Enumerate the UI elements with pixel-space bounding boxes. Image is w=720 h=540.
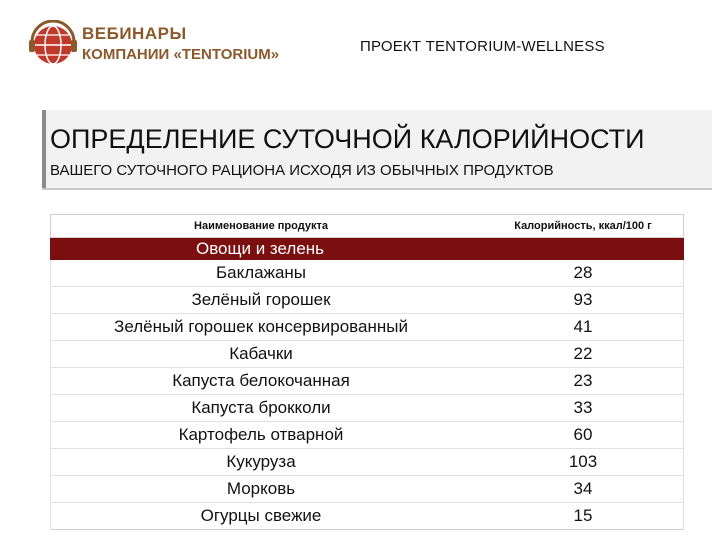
product-name: Морковь: [226, 479, 296, 498]
calorie-table: [50, 214, 684, 530]
table-row: [51, 314, 683, 341]
product-calories: 34: [573, 479, 593, 498]
product-calories: 60: [573, 425, 593, 444]
product-name: Зелёный горошек консервированный: [114, 317, 408, 336]
product-calories: 103: [568, 452, 598, 471]
logo-subtitle: КОМПАНИИ «TENTORIUM»: [82, 46, 280, 63]
product-name: Баклажаны: [215, 263, 307, 282]
table-row: [51, 422, 683, 449]
logo-title: ВЕБИНАРЫ: [82, 24, 187, 43]
table-row: [51, 476, 683, 503]
product-calories: 33: [573, 398, 593, 417]
product-calories: 93: [573, 290, 593, 309]
table-row: [51, 449, 683, 476]
column-header-name: Наименование продукта: [194, 220, 328, 232]
table-row: [51, 503, 683, 530]
product-name: Кукуруза: [226, 452, 296, 471]
table-row: [51, 395, 683, 422]
product-name: Картофель отварной: [178, 425, 344, 444]
product-name: Огурцы свежие: [200, 506, 322, 525]
table-row: [51, 260, 683, 287]
product-calories: 28: [573, 263, 593, 282]
page-subtitle: ВАШЕГО СУТОЧНОГО РАЦИОНА ИСХОДЯ ИЗ ОБЫЧНЫХ ПРОДУКТОВ: [50, 162, 554, 179]
product-calories: 22: [573, 344, 593, 363]
product-calories: 15: [573, 506, 593, 525]
product-name: Кабачки: [229, 344, 293, 363]
table-row: [51, 341, 683, 368]
group-row: [50, 238, 684, 260]
product-name: Капуста брокколи: [191, 398, 331, 417]
table-header: [50, 214, 684, 238]
table-row: [51, 368, 683, 395]
company-logo: [28, 20, 280, 72]
product-calories: 23: [573, 371, 593, 390]
table-body: [50, 260, 684, 530]
product-calories: 41: [573, 317, 593, 336]
table-row: [51, 287, 683, 314]
product-name: Капуста белокочанная: [172, 371, 350, 390]
title-banner: [42, 110, 712, 190]
page-title: ОПРЕДЕЛЕНИЕ СУТОЧНОЙ КАЛОРИЙНОСТИ: [50, 124, 645, 154]
product-name: Зелёный горошек: [191, 290, 331, 309]
project-title: ПРОЕКТ TENTORIUM-WELLNESS: [360, 38, 605, 55]
column-header-calories: Калорийность, ккал/100 г: [514, 220, 652, 232]
group-label: Овощи и зелень: [195, 239, 325, 258]
banner-accent-bar: [42, 110, 46, 188]
globe-icon: [28, 20, 78, 70]
